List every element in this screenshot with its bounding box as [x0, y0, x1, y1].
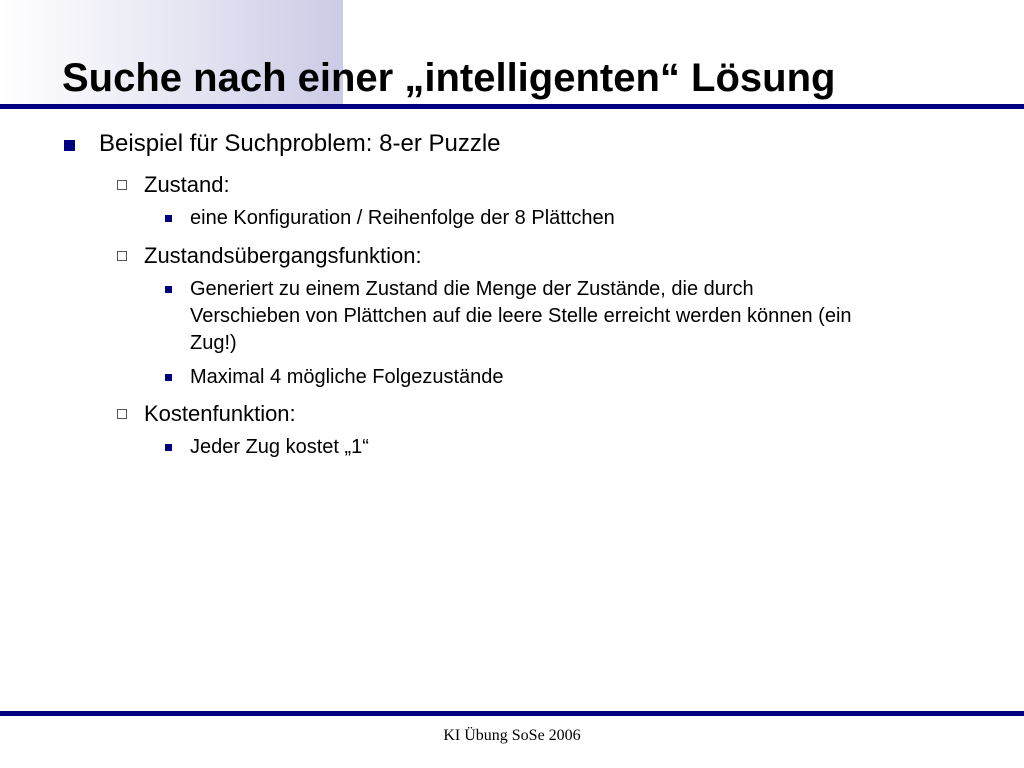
bullet-marker-filled-square [165, 215, 172, 222]
bullet-text-line: Verschieben von Plättchen auf die leere Stelle erreicht werden können (ein [190, 305, 852, 327]
bullet-marker-hollow-square [117, 409, 127, 419]
bullet-text: eine Konfiguration / Reihenfolge der 8 Plättchen [190, 207, 615, 229]
bullet-marker-filled-square [165, 444, 172, 451]
bullet-text-line: Generiert zu einem Zustand die Menge der Zustände, die durch [190, 278, 754, 300]
bullet-text: Kostenfunktion: [144, 401, 296, 426]
bullet-text: Zustand: [144, 172, 230, 197]
bullet-text: Jeder Zug kostet „1“ [190, 436, 369, 458]
bullet-text: Beispiel für Suchproblem: 8-er Puzzle [99, 130, 501, 157]
bullet-marker-filled-square [165, 286, 172, 293]
bullet-marker-filled-square [64, 140, 75, 151]
bullet-text: Zustandsübergangsfunktion: [144, 243, 422, 268]
bullet-text: Maximal 4 mögliche Folgezustände [190, 366, 504, 388]
bullet-marker-filled-square [165, 374, 172, 381]
bullet-text-line: Zug!) [190, 332, 237, 354]
bullet-marker-hollow-square [117, 251, 127, 261]
footer-text: KI Übung SoSe 2006 [443, 727, 581, 744]
slide-title: Suche nach einer „intelligenten“ Lösung [62, 56, 836, 100]
bullet-marker-hollow-square [117, 180, 127, 190]
footer-divider [0, 711, 1024, 716]
